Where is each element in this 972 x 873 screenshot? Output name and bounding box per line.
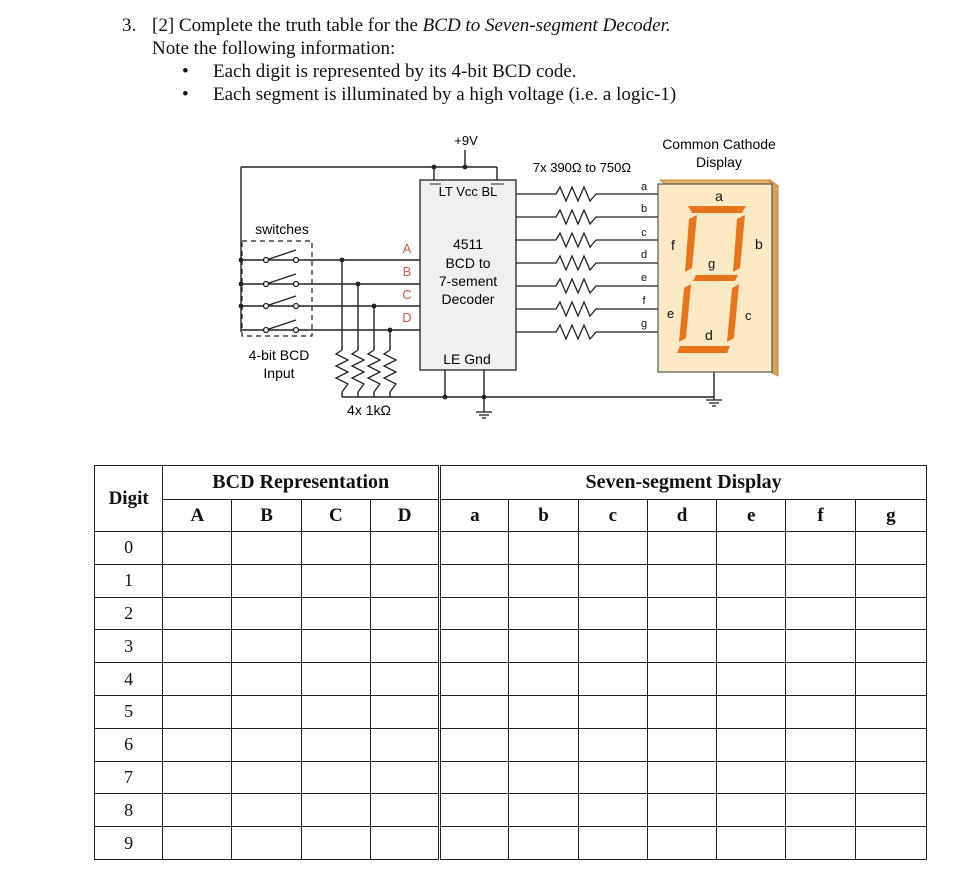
resistors-label: 7x 390Ω to 750Ω — [532, 160, 632, 175]
output-pin-labels — [641, 181, 648, 330]
answer-cell[interactable] — [440, 728, 509, 761]
chip-desc: Decoder — [441, 291, 495, 307]
column-header: D — [370, 500, 439, 532]
segment-label: c — [745, 308, 752, 323]
digit-cell: 5 — [95, 695, 163, 728]
answer-cell[interactable] — [647, 597, 716, 630]
digit-cell: 3 — [95, 630, 163, 663]
answer-cell[interactable] — [232, 663, 301, 696]
bullet-text: Each segment is illuminated by a high voltage (i.e. a logic-1) — [213, 84, 677, 105]
answer-cell[interactable] — [786, 597, 855, 630]
ground-icon — [476, 400, 722, 418]
answer-cell[interactable] — [232, 564, 301, 597]
answer-cell[interactable] — [370, 728, 439, 761]
digit-cell: 7 — [95, 761, 163, 794]
answer-cell[interactable] — [509, 532, 578, 565]
answer-cell[interactable] — [855, 827, 926, 860]
answer-cell[interactable] — [717, 532, 786, 565]
answer-cell[interactable] — [301, 794, 370, 827]
answer-cell[interactable] — [163, 564, 232, 597]
answer-cell[interactable] — [163, 728, 232, 761]
answer-cell[interactable] — [509, 564, 578, 597]
supply-label: +9V — [454, 133, 478, 148]
segment-a — [688, 206, 746, 213]
answer-cell[interactable] — [232, 827, 301, 860]
question-points: [2] — [152, 15, 175, 36]
answer-cell[interactable] — [647, 695, 716, 728]
switches-label: switches — [255, 221, 309, 237]
truth-table-body — [95, 532, 927, 860]
bullet-icon: • — [182, 84, 189, 105]
answer-cell[interactable] — [647, 663, 716, 696]
answer-cell[interactable] — [855, 532, 926, 565]
answer-cell[interactable] — [717, 794, 786, 827]
table-row — [95, 532, 927, 565]
answer-cell[interactable] — [578, 695, 647, 728]
answer-cell[interactable] — [578, 630, 647, 663]
answer-cell[interactable] — [786, 761, 855, 794]
answer-cell[interactable] — [301, 597, 370, 630]
column-header: b — [509, 500, 578, 532]
answer-cell[interactable] — [370, 597, 439, 630]
answer-cell[interactable] — [647, 761, 716, 794]
pin-label: g — [640, 318, 648, 330]
chip-top-pins: LT Vcc BL — [438, 184, 498, 199]
answer-cell[interactable] — [717, 597, 786, 630]
table-row — [95, 794, 927, 827]
answer-cell[interactable] — [163, 761, 232, 794]
answer-cell[interactable] — [855, 597, 926, 630]
pin-label: f — [642, 295, 646, 307]
answer-cell[interactable] — [578, 761, 647, 794]
column-header: e — [717, 500, 786, 532]
answer-cell[interactable] — [786, 827, 855, 860]
answer-cell[interactable] — [855, 564, 926, 597]
table-row — [95, 663, 927, 696]
truth-table — [94, 465, 927, 860]
answer-cell[interactable] — [163, 695, 232, 728]
digit-cell: 8 — [95, 794, 163, 827]
pin-label: C — [402, 287, 412, 302]
answer-cell[interactable] — [855, 794, 926, 827]
digit-cell: 0 — [95, 532, 163, 565]
answer-cell[interactable] — [578, 532, 647, 565]
seg-group-header: Seven-segment Display — [440, 466, 927, 500]
digit-cell: 1 — [95, 564, 163, 597]
pin-label: c — [641, 227, 647, 239]
chip-desc: 7-sement — [438, 273, 498, 289]
answer-cell[interactable] — [509, 728, 578, 761]
switches-box — [242, 241, 312, 336]
answer-cell[interactable] — [509, 630, 578, 663]
answer-cell[interactable] — [717, 728, 786, 761]
answer-cell[interactable] — [232, 761, 301, 794]
segment-label: g — [708, 256, 716, 271]
segment-d — [677, 346, 730, 353]
bcd-group-header: BCD Representation — [163, 466, 440, 500]
answer-cell[interactable] — [232, 695, 301, 728]
answer-cell[interactable] — [509, 794, 578, 827]
bullet-icon: • — [182, 61, 189, 82]
answer-cell[interactable] — [786, 564, 855, 597]
answer-cell[interactable] — [440, 761, 509, 794]
answer-cell[interactable] — [232, 597, 301, 630]
answer-cell[interactable] — [301, 630, 370, 663]
answer-cell[interactable] — [578, 794, 647, 827]
answer-cell[interactable] — [301, 695, 370, 728]
pin-label: A — [402, 241, 412, 256]
question-subject: BCD to Seven-segment Decoder. — [422, 15, 671, 36]
segment-label: f — [671, 237, 675, 253]
answer-cell[interactable] — [440, 695, 509, 728]
answer-cell[interactable] — [440, 663, 509, 696]
answer-cell[interactable] — [578, 663, 647, 696]
answer-cell[interactable] — [301, 564, 370, 597]
chip-input-pins — [402, 241, 411, 325]
answer-cell[interactable] — [647, 564, 716, 597]
chip-bottom-pins: LE Gnd — [443, 351, 491, 367]
answer-cell[interactable] — [440, 827, 509, 860]
answer-cell[interactable] — [232, 630, 301, 663]
pulldown-resistors — [336, 350, 396, 392]
answer-cell[interactable] — [578, 597, 647, 630]
pin-label: b — [640, 203, 648, 215]
answer-cell[interactable] — [509, 827, 578, 860]
table-row — [95, 564, 927, 597]
table-row — [95, 728, 927, 761]
answer-cell[interactable] — [370, 827, 439, 860]
answer-cell[interactable] — [232, 794, 301, 827]
segment-label: a — [715, 188, 723, 204]
answer-cell[interactable] — [786, 630, 855, 663]
answer-cell[interactable] — [578, 728, 647, 761]
question-number: 3. — [122, 15, 137, 36]
bullet-text: Each digit is represented by its 4-bit BCD code. — [213, 61, 577, 82]
table-row — [95, 695, 927, 728]
answer-cell[interactable] — [647, 794, 716, 827]
digit-cell: 2 — [95, 597, 163, 630]
answer-cell[interactable] — [509, 695, 578, 728]
answer-cell[interactable] — [163, 532, 232, 565]
display-label: Display — [696, 154, 742, 170]
answer-cell[interactable] — [370, 794, 439, 827]
table-row — [95, 630, 927, 663]
answer-cell[interactable] — [647, 728, 716, 761]
answer-cell[interactable] — [370, 532, 439, 565]
answer-cell[interactable] — [509, 663, 578, 696]
segment-label: e — [667, 306, 675, 321]
answer-cell[interactable] — [647, 630, 716, 663]
answer-cell[interactable] — [509, 761, 578, 794]
answer-cell[interactable] — [786, 663, 855, 696]
answer-cell[interactable] — [440, 597, 509, 630]
input-label: Input — [263, 365, 295, 381]
answer-cell[interactable] — [163, 794, 232, 827]
column-header: a — [440, 500, 509, 532]
digit-cell: 6 — [95, 728, 163, 761]
answer-cell[interactable] — [370, 630, 439, 663]
answer-cell[interactable] — [370, 663, 439, 696]
answer-cell[interactable] — [786, 532, 855, 565]
answer-cell[interactable] — [717, 761, 786, 794]
answer-cell[interactable] — [440, 630, 509, 663]
answer-cell[interactable] — [855, 728, 926, 761]
answer-cell[interactable] — [855, 761, 926, 794]
pin-label: e — [640, 272, 648, 284]
pin-label: d — [640, 249, 648, 261]
answer-cell[interactable] — [786, 695, 855, 728]
pin-label: D — [402, 310, 412, 325]
column-header: C — [301, 500, 370, 532]
pulldown-label: 4x 1kΩ — [347, 402, 391, 418]
switch-contacts — [264, 250, 299, 333]
answer-cell[interactable] — [163, 663, 232, 696]
answer-cell[interactable] — [786, 728, 855, 761]
answer-cell[interactable] — [163, 597, 232, 630]
answer-cell[interactable] — [163, 630, 232, 663]
answer-cell[interactable] — [301, 827, 370, 860]
column-header: d — [647, 500, 716, 532]
column-header: B — [232, 500, 301, 532]
column-header: A — [163, 500, 232, 532]
chip-name: 4511 — [452, 236, 484, 252]
answer-cell[interactable] — [855, 663, 926, 696]
output-resistors — [516, 187, 660, 339]
digit-cell: 9 — [95, 827, 163, 860]
segment-g — [693, 275, 738, 281]
answer-cell[interactable] — [717, 663, 786, 696]
digit-header: Digit — [95, 466, 163, 532]
answer-cell[interactable] — [855, 630, 926, 663]
table-row — [95, 597, 927, 630]
digit-cell: 4 — [95, 663, 163, 696]
answer-cell[interactable] — [232, 728, 301, 761]
answer-cell[interactable] — [717, 564, 786, 597]
answer-cell[interactable] — [647, 827, 716, 860]
pin-label: a — [640, 181, 648, 193]
column-header: g — [855, 500, 926, 532]
segment-label: b — [755, 236, 763, 252]
answer-cell[interactable] — [301, 663, 370, 696]
pin-label: B — [402, 264, 412, 279]
answer-cell[interactable] — [717, 695, 786, 728]
column-header: f — [786, 500, 855, 532]
answer-cell[interactable] — [509, 597, 578, 630]
answer-cell[interactable] — [370, 761, 439, 794]
answer-cell[interactable] — [717, 630, 786, 663]
answer-cell[interactable] — [578, 564, 647, 597]
question-instruction: Complete the truth table for the — [178, 15, 418, 36]
answer-cell[interactable] — [578, 827, 647, 860]
answer-cell[interactable] — [440, 564, 509, 597]
display-label: Common Cathode — [662, 136, 776, 152]
table-row — [95, 761, 927, 794]
answer-cell[interactable] — [440, 532, 509, 565]
answer-cell[interactable] — [232, 532, 301, 565]
answer-cell[interactable] — [301, 532, 370, 565]
answer-cell[interactable] — [647, 532, 716, 565]
answer-cell[interactable] — [163, 827, 232, 860]
table-row — [95, 827, 927, 860]
input-label: 4-bit BCD — [248, 347, 310, 363]
answer-cell[interactable] — [370, 564, 439, 597]
answer-cell[interactable] — [786, 794, 855, 827]
answer-cell[interactable] — [301, 728, 370, 761]
question-note: Note the following information: — [152, 38, 396, 59]
answer-cell[interactable] — [855, 695, 926, 728]
answer-cell[interactable] — [440, 794, 509, 827]
answer-cell[interactable] — [717, 827, 786, 860]
chip-desc: BCD to — [445, 255, 491, 271]
segment-label: d — [705, 327, 713, 343]
answer-cell[interactable] — [301, 761, 370, 794]
column-header: c — [578, 500, 647, 532]
answer-cell[interactable] — [370, 695, 439, 728]
